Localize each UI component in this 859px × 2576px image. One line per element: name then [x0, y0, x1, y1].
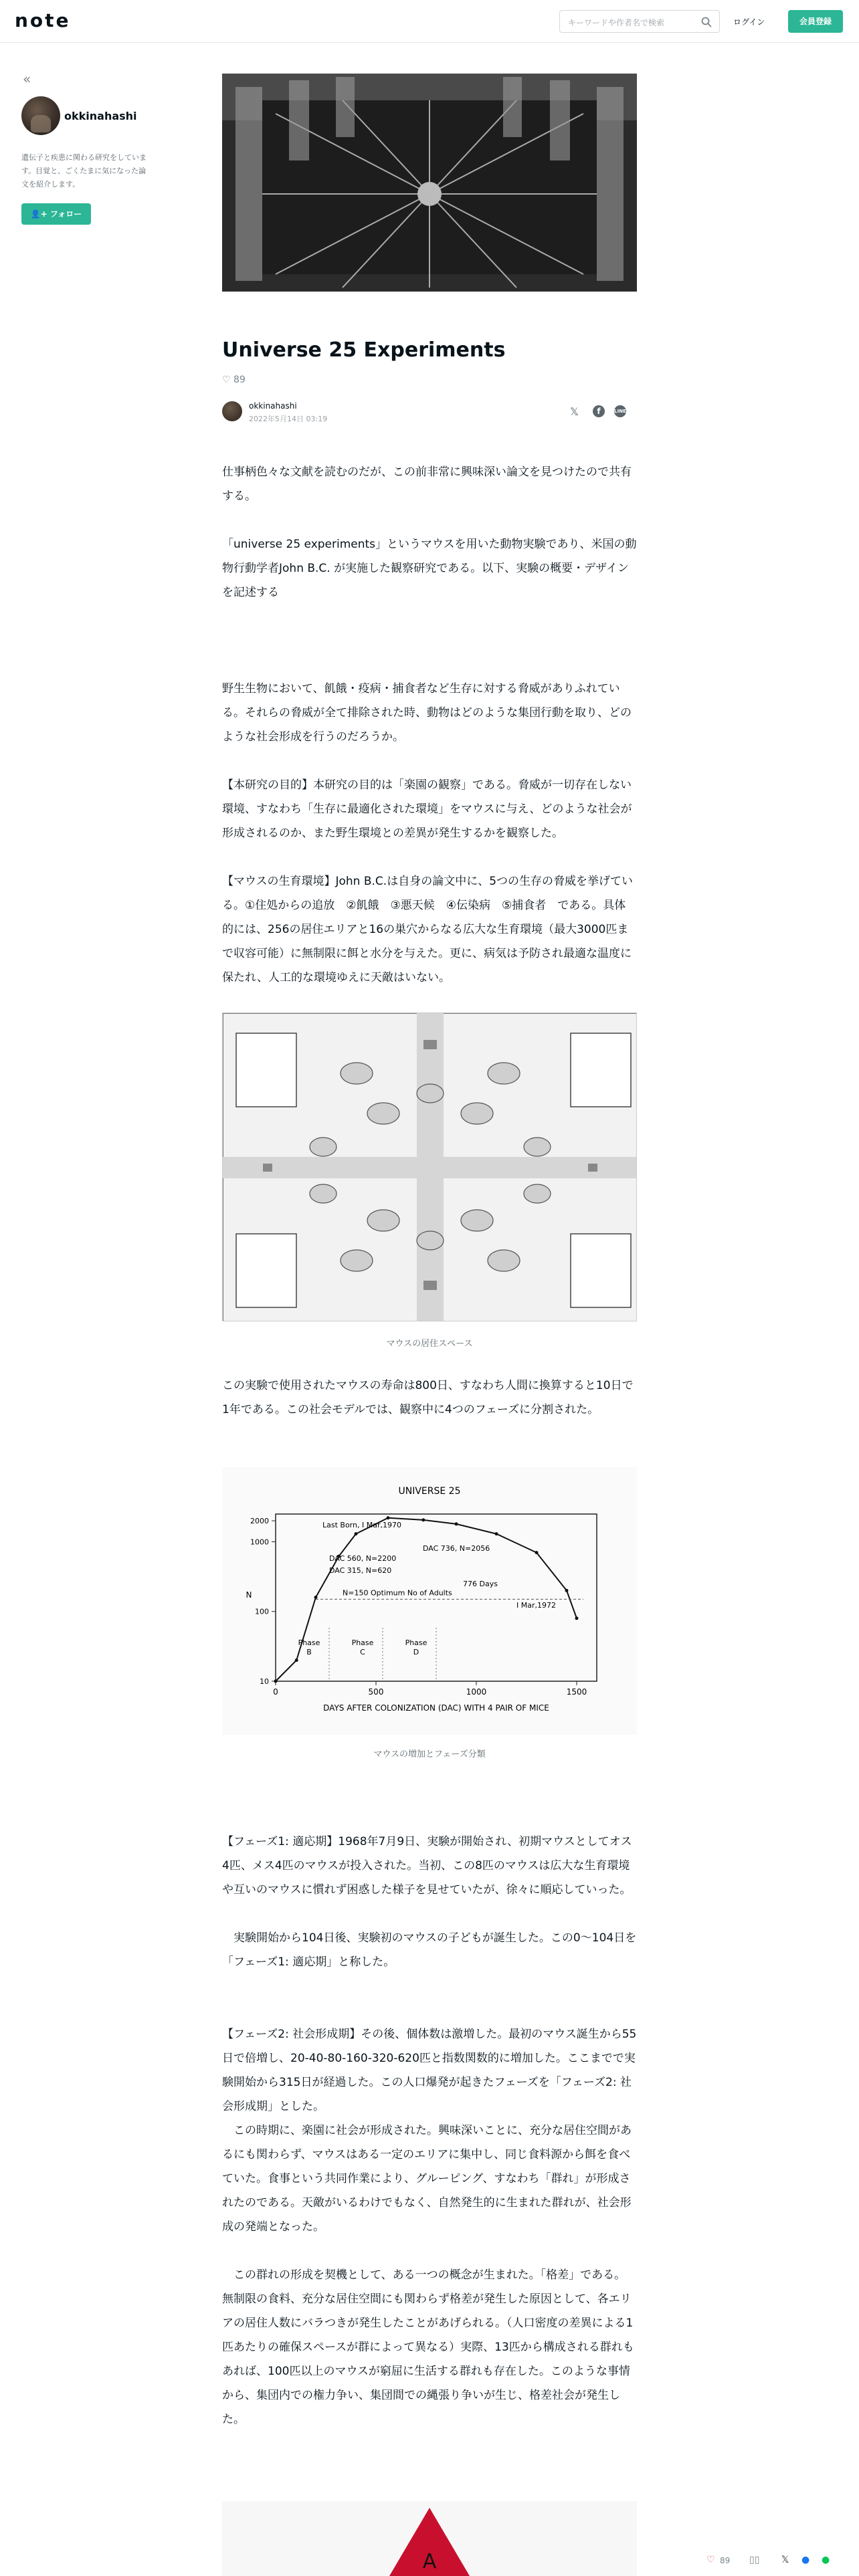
data-point — [355, 1532, 358, 1535]
sidebar-username[interactable]: okkinahashi — [64, 110, 137, 122]
data-point — [575, 1616, 579, 1620]
paragraph: 【マウスの生育環境】John B.C.は自身の論文中に、5つの生存の脅威を挙げている。①住処からの追放 ②飢餓 ③悪天候 ④伝染病 ⑤捕食者 である。具体的には、256の居住エリアと16の巣穴からなる広大な生育環境（最大3000匹まで収容可能）に無制限に餌と水分を与えた。更に、病気は予防され最適な温度に保たれ、人工的な環境ゆえに天敵はいない。 — [222, 875, 634, 984]
phase-label: Phase — [351, 1638, 374, 1647]
chart-annotation: N=150 Optimum No of Adults — [343, 1588, 452, 1598]
y-tick-label: 1000 — [250, 1537, 269, 1547]
floating-action-bar — [701, 2549, 859, 2576]
paragraph: この群れの形成を契機として、ある一つの概念が生まれた。「格差」である。無制限の食料、充分な居住空間にも関わらず格差が発生した原因として、各エリアの居住人数にバラつきが発生したことがあげられる。（人口密度の差異による1匹あたりの確保スペースが群によって異なる）実際、13匹から構成される群れもあれば、100匹以上のマウスが窮屈に生活する群れも存在した。このような事情から、集団内での権力争い、集団間での縄張り争いが生じ、格差社会が発生した。 — [222, 2268, 634, 2426]
svg-text:A: A — [422, 2550, 437, 2573]
line-share-icon[interactable]: ● — [822, 2555, 830, 2565]
like-counter[interactable] — [222, 374, 246, 385]
paragraph: この実験で使用されたマウスの寿命は800日、すなわち人間に換算すると10日で1年である。この社会モデルでは、観察中に4つのフェーズに分割された。 — [222, 1379, 634, 1416]
population-line — [276, 1518, 577, 1681]
x-tick-label: 0 — [273, 1687, 278, 1697]
note-logo[interactable]: note — [15, 9, 71, 31]
y-tick-label: 100 — [255, 1607, 269, 1616]
heart-icon[interactable]: ♡ — [222, 374, 231, 385]
search-box[interactable] — [559, 10, 720, 33]
paragraph: この時期に、楽園に社会が形成された。興味深いことに、充分な居住空間があるにも関わらず、マウスはある一定のエリアに集中し、同じ食料源から餌を食べていた。食事という共同作業により、グルーピング、すなわち「群れ」が形成されたのである。天敵がいるわけでもなく、自然発生的に生まれた群れが、社会形成の発端となった。 — [222, 2124, 632, 2234]
author-name[interactable]: okkinahashi — [249, 401, 297, 411]
article-title: Universe 25 Experiments — [222, 338, 506, 362]
chart-title: UNIVERSE 25 — [398, 1486, 461, 1497]
login-link[interactable]: ログイン — [733, 17, 765, 27]
collapse-sidebar-icon[interactable]: « — [23, 71, 31, 87]
x-share-icon[interactable]: 𝕏 — [781, 2555, 789, 2565]
chart-annotation: DAC 315, N=620 — [329, 1566, 392, 1575]
paragraph: 野生生物において、飢餓・疫病・捕食者など生存に対する脅威がありふれている。それらの脅威が全て排除された時、動物はどのような集団行動を取り、どのような社会形成を行うのだろうか。 — [222, 682, 632, 744]
avatar[interactable] — [21, 96, 60, 135]
paragraph: 【本研究の目的】本研究の目的は「楽園の観察」である。脅威が一切存在しない環境、すなわち「生存に最適化された環境」をマウスに与え、どのような社会が形成されるのか、また野生環境との差異が発生するかを観察した。 — [222, 778, 632, 840]
heart-icon[interactable]: ♡ — [706, 2555, 715, 2565]
data-point — [421, 1518, 425, 1521]
site-header — [0, 0, 859, 43]
hero-image — [222, 74, 637, 292]
data-point — [565, 1589, 569, 1592]
data-point — [455, 1522, 458, 1525]
data-point — [535, 1551, 539, 1554]
chart-annotation: Last Born, I Mar,1970 — [322, 1521, 401, 1529]
publish-date: 2022年5月14日 03:19 — [249, 415, 328, 423]
data-point — [314, 1596, 318, 1599]
facebook-share-icon[interactable]: f — [593, 405, 605, 417]
follow-button[interactable] — [21, 203, 91, 225]
author-avatar[interactable] — [222, 401, 242, 421]
phase-label: B — [306, 1648, 312, 1656]
facebook-share-icon[interactable]: ● — [801, 2555, 810, 2565]
figure-caption: マウスの居住スペース — [386, 1339, 473, 1349]
next-figure — [222, 2501, 637, 2576]
paragraph: 仕事柄色々な文献を読むのだが、この前非常に興味深い論文を見つけたので共有する。 — [222, 465, 632, 503]
warning-triangle-graphic — [222, 2501, 637, 2576]
habitat-drawing — [223, 1013, 637, 1321]
data-point — [495, 1532, 498, 1535]
like-count: 89 — [720, 2556, 731, 2565]
population-chart — [222, 1467, 637, 1735]
x-tick-label: 1000 — [466, 1687, 487, 1697]
chart-annotation: DAC 560, N=2200 — [329, 1554, 397, 1563]
phase-label: Phase — [298, 1638, 320, 1647]
habitat-figure — [222, 1012, 637, 1321]
data-point — [387, 1516, 390, 1519]
magazine-icon[interactable]: ▯▯ — [749, 2555, 760, 2565]
paragraph: 【フェーズ2: 社会形成期】その後、個体数は激増した。最初のマウス誕生から55日で倍増し、20-40-80-160-320-620匹と指数関数的に増加した。ここまでで実験開始から315日が経過した。この人口爆発が起きたフェーズを「フェーズ2: 社会形成期」とした。 — [222, 2028, 637, 2113]
search-icon[interactable] — [700, 16, 712, 28]
phase-label: D — [413, 1648, 419, 1656]
x-share-icon[interactable]: 𝕏 — [570, 405, 579, 418]
phase-label: Phase — [405, 1638, 427, 1647]
plot-frame — [276, 1514, 597, 1681]
paragraph: 「universe 25 experiments」というマウスを用いた動物実験であり、米国の動物行動学者John B.C. が実施した観察研究である。以下、実験の概要・デザインを記述する — [222, 538, 637, 599]
follow-label: フォロー — [50, 209, 82, 219]
x-tick-label: 500 — [368, 1687, 384, 1697]
chart-annotation: I Mar,1972 — [516, 1601, 556, 1610]
chart-annotation: 776 Days — [463, 1580, 498, 1588]
chart-annotation: DAC 736, N=2056 — [423, 1544, 490, 1553]
paragraph: 実験開始から104日後、実験初のマウスの子どもが誕生した。この0〜104日を「フェーズ1: 適応期」と称した。 — [222, 1931, 637, 1969]
search-input[interactable]: キーワードや作者名で検索 — [568, 18, 665, 27]
like-count: 89 — [233, 374, 246, 385]
line-share-icon[interactable]: LINE — [614, 405, 626, 417]
sidebar-bio: 遺伝子と疾患に関わる研究をしています。目覚と、ごくたまに気になった論文を紹介します。 — [21, 153, 147, 189]
enclosure-photo — [222, 74, 637, 292]
figure-caption: マウスの増加とフェーズ分類 — [373, 1749, 486, 1759]
paragraph: 【フェーズ1: 適応期】1968年7月9日、実験が開始され、初期マウスとしてオス4匹、メス4匹のマウスが投入された。当初、この8匹のマウスは広大な生育環境や互いのマウスに慣れず困惑した様子を見せていたが、徐々に順応していった。 — [222, 1835, 632, 1897]
x-axis-label: DAYS AFTER COLONIZATION (DAC) WITH 4 PAIR OF MICE — [323, 1703, 549, 1713]
register-button[interactable]: 会員登録 — [788, 10, 843, 33]
y-axis-label: N — [246, 1590, 252, 1600]
data-point — [274, 1680, 278, 1683]
add-user-icon: 👤+ — [30, 209, 50, 219]
x-tick-label: 1500 — [566, 1687, 587, 1697]
y-tick-label: 2000 — [250, 1517, 269, 1526]
phase-label: C — [360, 1648, 365, 1656]
data-point — [295, 1658, 298, 1662]
y-tick-label: 10 — [260, 1677, 269, 1686]
chart-svg — [222, 1467, 637, 1735]
